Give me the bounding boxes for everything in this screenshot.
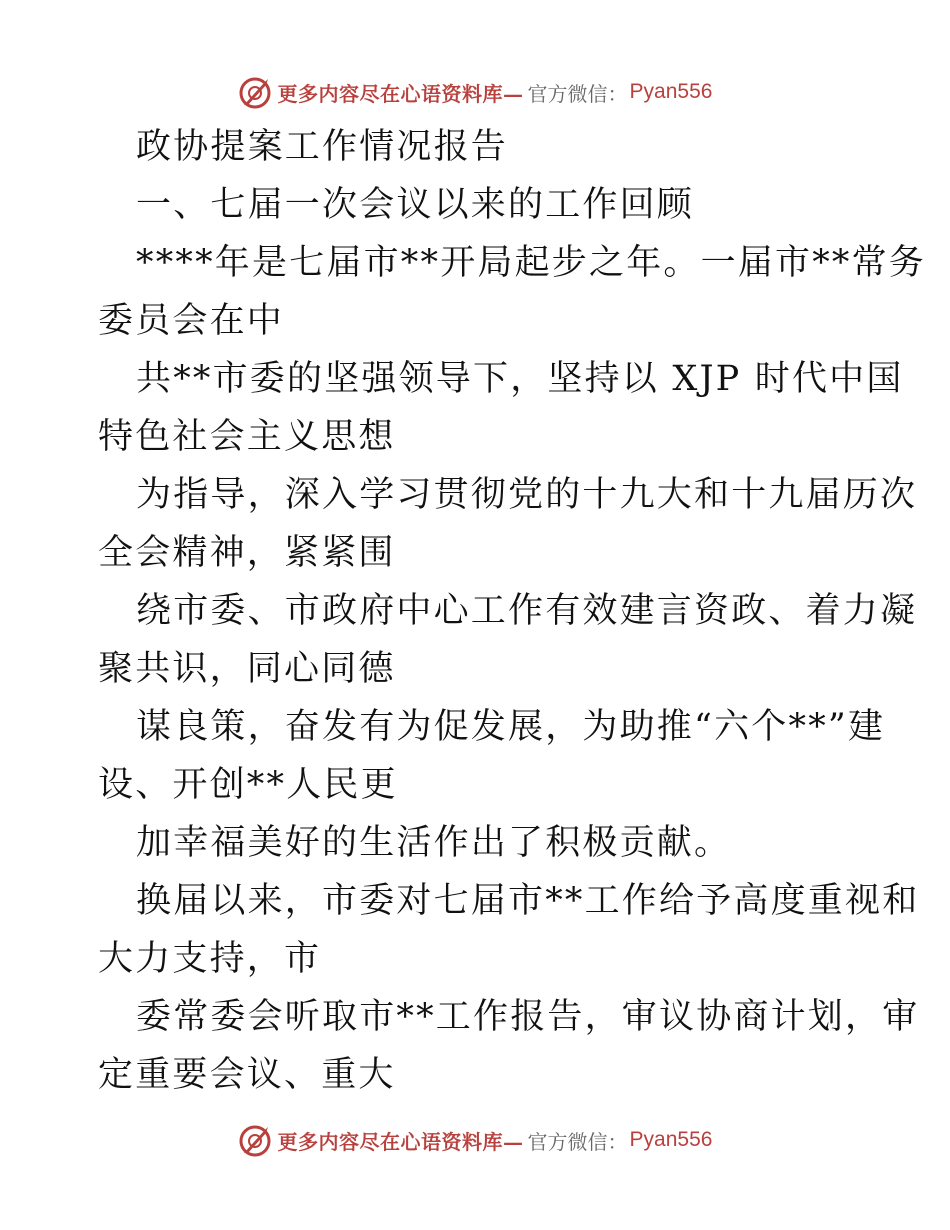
paragraph-line: 特色社会主义思想 (98, 417, 396, 457)
document-title: 政协提案工作情况报告 (136, 127, 509, 167)
paragraph-line: 为指导，深入学习贯彻党的十九大和十九届历次 (136, 475, 918, 515)
pen-logo-icon (238, 1123, 272, 1157)
footer-wechat-label: 官方微信： (527, 1129, 628, 1154)
section-heading: 一、七届一次会议以来的工作回顾 (136, 185, 695, 225)
paragraph-line: 设、开创**人民更 (98, 765, 398, 805)
header-site-text: 更多内容尽在心语资料库— (277, 81, 524, 106)
paragraph-line: 全会精神，紧紧围 (98, 533, 396, 573)
footer-site-text: 更多内容尽在心语资料库— (277, 1129, 524, 1154)
paragraph-line: 定重要会议、重大 (98, 1055, 396, 1095)
paragraph-line: 谋良策，奋发有为促发展，为助推“六个**”建 (136, 707, 886, 747)
footer-wechat-id: Pyan556 (629, 1128, 713, 1151)
header-wechat-label: 官方微信： (527, 81, 628, 106)
paragraph-line: 绕市委、市政府中心工作有效建言资政、着力凝 (136, 591, 918, 631)
paragraph-line: 换届以来，市委对七届市**工作给予高度重视和 (136, 881, 920, 921)
pen-logo-icon (238, 75, 272, 109)
paragraph-line: ****年是七届市**开局起步之年。一届市**常务 (136, 243, 927, 283)
paragraph-line: 共**市委的坚强领导下，坚持以 XJP 时代中国 (136, 359, 904, 399)
paragraph-line: 聚共识，同心同德 (98, 649, 396, 689)
footer-banner (0, 1118, 950, 1162)
header-wechat-id: Pyan556 (629, 80, 713, 103)
header-banner (0, 70, 950, 114)
paragraph-line: 委常委会听取市**工作报告，审议协商计划，审 (136, 997, 920, 1037)
paragraph-line: 委员会在中 (98, 301, 285, 341)
paragraph-line: 大力支持，市 (98, 939, 322, 979)
document-body (98, 118, 927, 1104)
paragraph-line: 加幸福美好的生活作出了积极贡献。 (136, 823, 732, 863)
